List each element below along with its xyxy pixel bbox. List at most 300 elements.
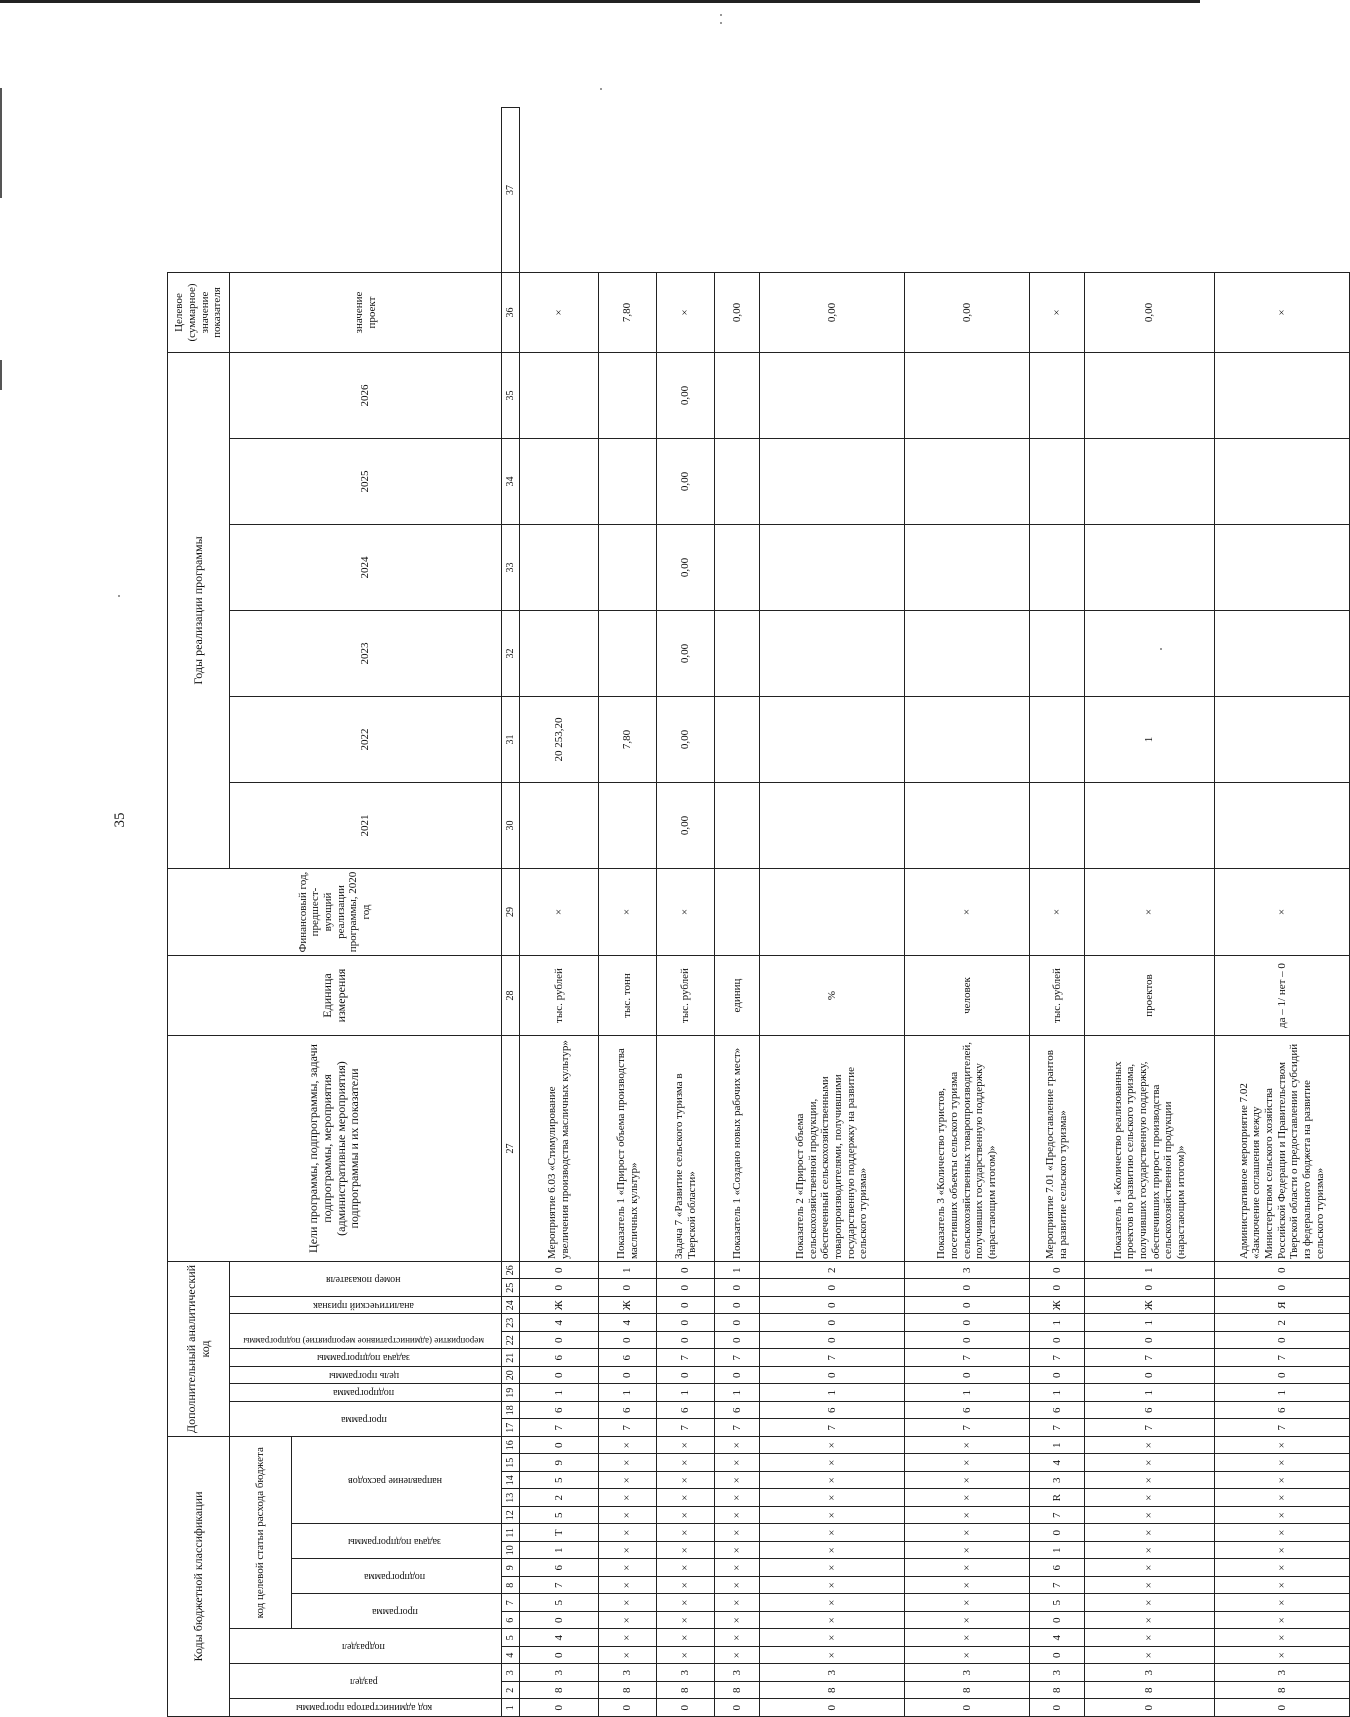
code-cell: 0 xyxy=(1030,1367,1085,1385)
code-cell: 1 xyxy=(657,1384,715,1402)
code-cell: 0 xyxy=(715,1297,760,1315)
header-podrazdel-text: подраздел xyxy=(342,1641,386,1653)
column-number: 28 xyxy=(502,956,520,1036)
row-year-value xyxy=(1085,783,1215,869)
code-cell: 0 xyxy=(1030,1612,1085,1630)
code-cell: 1 xyxy=(715,1262,760,1280)
page-number: 35 xyxy=(112,812,128,828)
header-admin-code xyxy=(230,1699,502,1717)
row-base-year-value: × xyxy=(1085,869,1215,956)
code-cell: 8 xyxy=(520,1682,599,1700)
row-year-value xyxy=(1085,525,1215,611)
column-number: 16 xyxy=(502,1437,520,1455)
code-cell: × xyxy=(599,1472,657,1490)
column-number: 37 xyxy=(502,108,520,273)
code-cell: × xyxy=(657,1629,715,1647)
code-cell: 6 xyxy=(657,1402,715,1420)
code-cell: 0 xyxy=(599,1367,657,1385)
row-year-value xyxy=(1085,353,1215,439)
code-cell: × xyxy=(657,1647,715,1665)
header-years-impl: Годы реализации программы xyxy=(168,353,230,869)
code-cell: 7 xyxy=(1030,1577,1085,1595)
row-year-value xyxy=(760,525,905,611)
code-cell: 0 xyxy=(520,1437,599,1455)
code-cell: × xyxy=(657,1577,715,1595)
header-target-code: код целевой статьи расхода бюджета xyxy=(230,1437,292,1630)
code-cell: × xyxy=(715,1507,760,1525)
column-number: 20 xyxy=(502,1367,520,1385)
code-cell: 1 xyxy=(1030,1437,1085,1455)
code-cell: × xyxy=(599,1629,657,1647)
code-cell: × xyxy=(599,1594,657,1612)
row-unit: тыс. рублей xyxy=(657,956,715,1036)
row-year-value: 0,00 xyxy=(657,783,715,869)
column-number: 36 xyxy=(502,273,520,353)
row-year-value xyxy=(599,783,657,869)
header-analytic-code: Дополнительный аналитический код xyxy=(168,1262,230,1437)
row-base-year-value: × xyxy=(599,869,657,956)
column-number: 6 xyxy=(502,1612,520,1630)
code-cell: 0 xyxy=(905,1297,1030,1315)
code-cell: × xyxy=(905,1577,1030,1595)
code-cell: 6 xyxy=(520,1349,599,1367)
code-cell: 7 xyxy=(1085,1349,1215,1367)
code-cell: × xyxy=(1215,1629,1350,1647)
code-cell: × xyxy=(1085,1472,1215,1490)
code-cell: 1 xyxy=(905,1384,1030,1402)
code-cell: 1 xyxy=(1030,1314,1085,1332)
column-number: 5 xyxy=(502,1629,520,1647)
row-year-value xyxy=(905,353,1030,439)
column-number: 7 xyxy=(502,1594,520,1612)
code-cell: × xyxy=(905,1454,1030,1472)
row-base-year-value: × xyxy=(657,869,715,956)
code-cell: × xyxy=(715,1612,760,1630)
code-cell: 6 xyxy=(1215,1402,1350,1420)
code-cell: 0 xyxy=(760,1332,905,1350)
code-cell: × xyxy=(1215,1437,1350,1455)
column-number: 35 xyxy=(502,353,520,439)
row-year-value xyxy=(599,439,657,525)
code-cell: × xyxy=(715,1577,760,1595)
header-year-2024: 2024 xyxy=(230,525,502,611)
code-cell: 8 xyxy=(715,1682,760,1700)
code-cell: 7 xyxy=(715,1349,760,1367)
row-year-value xyxy=(1215,783,1350,869)
code-cell: × xyxy=(905,1559,1030,1577)
code-cell: 0 xyxy=(1085,1279,1215,1297)
header-an-event-line1: мероприятие (административное мероприятие) подпрограммы xyxy=(243,1336,485,1347)
code-cell: 1 xyxy=(1215,1384,1350,1402)
row-description: Мероприятие 7.01 «Предоставление грантов на развитие сельского туризма» xyxy=(1030,1036,1085,1262)
header-year-2023: 2023 xyxy=(230,611,502,697)
code-cell: × xyxy=(1215,1454,1350,1472)
header-target-value-sub: значение проект xyxy=(230,273,502,353)
code-cell: 0 xyxy=(520,1262,599,1280)
header-sub-task xyxy=(292,1524,502,1559)
row-target-value: 0,00 xyxy=(1085,273,1215,353)
code-cell: 0 xyxy=(1215,1279,1350,1297)
column-number: 34 xyxy=(502,439,520,525)
row-year-value xyxy=(715,439,760,525)
header-direction-text: направление расходов xyxy=(347,1475,442,1486)
row-unit: % xyxy=(760,956,905,1036)
code-cell: 4 xyxy=(520,1314,599,1332)
row-year-value xyxy=(599,353,657,439)
header-goals: Цели программы, подпрограммы, задачи подпрограммы, мероприятия (административные мероприятия) подпрограммы и их показатели xyxy=(168,1036,502,1262)
table-row xyxy=(1030,108,1085,1717)
header-direction xyxy=(292,1437,502,1525)
table-row xyxy=(905,108,1030,1717)
code-cell: 3 xyxy=(1030,1664,1085,1682)
row-year-value xyxy=(760,611,905,697)
code-cell: 0 xyxy=(599,1279,657,1297)
column-number: 32 xyxy=(502,611,520,697)
code-cell: 7 xyxy=(1030,1419,1085,1437)
row-description: Показатель 3 «Количество туристов, посетивших объекты сельского туризма сельскохозяйственных товаропроизводителей, получивших государственную поддержку (нарастающим итогом)» xyxy=(905,1036,1030,1262)
code-cell: 0 xyxy=(760,1699,905,1717)
code-cell: 3 xyxy=(520,1664,599,1682)
row-base-year-value: × xyxy=(905,869,1030,956)
row-year-value: 20 253,20 xyxy=(520,697,599,783)
code-cell: 1 xyxy=(1085,1384,1215,1402)
column-number: 31 xyxy=(502,697,520,783)
code-cell: 0 xyxy=(520,1612,599,1630)
row-year-value xyxy=(760,697,905,783)
column-number: 19 xyxy=(502,1384,520,1402)
code-cell: 7 xyxy=(1215,1419,1350,1437)
code-cell: × xyxy=(1085,1559,1215,1577)
code-cell: 7 xyxy=(905,1349,1030,1367)
row-description: Мероприятие 6.03 «Стимулирование увеличения производства масличных культур» xyxy=(520,1036,599,1262)
code-cell: 8 xyxy=(760,1682,905,1700)
column-number: 2 xyxy=(502,1682,520,1700)
code-cell: 0 xyxy=(657,1314,715,1332)
code-cell: 3 xyxy=(760,1664,905,1682)
code-cell: 0 xyxy=(760,1367,905,1385)
code-cell: 0 xyxy=(657,1699,715,1717)
code-cell: 3 xyxy=(657,1664,715,1682)
header-an-goal xyxy=(230,1367,502,1385)
code-cell: 0 xyxy=(1030,1279,1085,1297)
code-cell: 3 xyxy=(1030,1472,1085,1490)
row-unit: да – 1/ нет – 0 xyxy=(1215,956,1350,1036)
row-year-value xyxy=(1215,611,1350,697)
code-cell: 0 xyxy=(1215,1332,1350,1350)
header-podrazdel xyxy=(230,1629,502,1664)
row-year-value xyxy=(715,697,760,783)
code-cell: × xyxy=(599,1542,657,1560)
code-cell: × xyxy=(905,1647,1030,1665)
code-cell: 6 xyxy=(1030,1402,1085,1420)
code-cell: × xyxy=(760,1612,905,1630)
row-year-value: 0,00 xyxy=(657,525,715,611)
code-cell: 0 xyxy=(520,1699,599,1717)
code-cell: × xyxy=(760,1629,905,1647)
code-cell: 0 xyxy=(1030,1262,1085,1280)
code-cell: × xyxy=(1085,1454,1215,1472)
row-year-value xyxy=(1085,611,1215,697)
code-cell: 0 xyxy=(1030,1699,1085,1717)
code-cell: 0 xyxy=(520,1647,599,1665)
program-table xyxy=(167,107,1350,1717)
code-cell: 2 xyxy=(520,1489,599,1507)
code-cell: 7 xyxy=(1085,1419,1215,1437)
row-year-value: 7,80 xyxy=(599,697,657,783)
column-number: 26 xyxy=(502,1262,520,1280)
code-cell: 0 xyxy=(1030,1332,1085,1350)
row-year-value xyxy=(715,783,760,869)
header-program xyxy=(292,1594,502,1629)
code-cell: × xyxy=(1085,1577,1215,1595)
column-number: 24 xyxy=(502,1297,520,1315)
code-cell: 3 xyxy=(599,1664,657,1682)
code-cell: 0 xyxy=(1215,1367,1350,1385)
row-year-value xyxy=(1030,439,1085,525)
code-cell: × xyxy=(715,1454,760,1472)
row-description: Административное мероприятие 7.02 «Заключение соглашения между Министерством сельского хозяйства Российской Федерации и Правительством Тверской области о предоставлении субсидий из федерального бюджета на развитие сельского туризма» xyxy=(1215,1036,1350,1262)
code-cell: × xyxy=(905,1472,1030,1490)
code-cell: 0 xyxy=(1215,1262,1350,1280)
code-cell: Ж xyxy=(520,1297,599,1315)
code-cell: × xyxy=(599,1437,657,1455)
header-an-goal-text: цель программы xyxy=(328,1370,399,1381)
code-cell: 3 xyxy=(905,1664,1030,1682)
code-cell: 0 xyxy=(1215,1699,1350,1717)
code-cell: × xyxy=(1215,1472,1350,1490)
column-number: 9 xyxy=(502,1559,520,1577)
row-target-value: 0,00 xyxy=(905,273,1030,353)
row-base-year-value: × xyxy=(1215,869,1350,956)
code-cell: 0 xyxy=(715,1699,760,1717)
code-cell: 0 xyxy=(760,1297,905,1315)
code-cell: × xyxy=(657,1612,715,1630)
code-cell: 5 xyxy=(520,1594,599,1612)
column-number: 1 xyxy=(502,1699,520,1717)
code-cell: × xyxy=(1085,1489,1215,1507)
code-cell: 0 xyxy=(520,1332,599,1350)
header-subprogram xyxy=(292,1559,502,1594)
code-cell: × xyxy=(657,1472,715,1490)
code-cell: × xyxy=(760,1577,905,1595)
code-cell: × xyxy=(657,1524,715,1542)
code-cell: × xyxy=(905,1489,1030,1507)
code-cell: × xyxy=(760,1454,905,1472)
code-cell: 8 xyxy=(599,1682,657,1700)
row-year-value xyxy=(760,353,905,439)
code-cell: 9 xyxy=(520,1454,599,1472)
code-cell: 7 xyxy=(1215,1349,1350,1367)
code-cell: × xyxy=(905,1437,1030,1455)
row-target-value: 0,00 xyxy=(760,273,905,353)
table-row xyxy=(657,108,715,1717)
code-cell: × xyxy=(715,1647,760,1665)
code-cell: × xyxy=(715,1542,760,1560)
code-cell: × xyxy=(599,1454,657,1472)
row-year-value xyxy=(1215,439,1350,525)
code-cell: × xyxy=(599,1559,657,1577)
code-cell: × xyxy=(760,1489,905,1507)
code-cell: × xyxy=(657,1542,715,1560)
column-number: 33 xyxy=(502,525,520,611)
column-number: 10 xyxy=(502,1542,520,1560)
code-cell: × xyxy=(760,1437,905,1455)
code-cell: × xyxy=(1085,1524,1215,1542)
code-cell: × xyxy=(1215,1612,1350,1630)
code-cell: 6 xyxy=(520,1402,599,1420)
code-cell: × xyxy=(760,1559,905,1577)
code-cell: 5 xyxy=(520,1507,599,1525)
code-cell: 0 xyxy=(905,1332,1030,1350)
header-razdel xyxy=(230,1664,502,1699)
code-cell: 4 xyxy=(1030,1454,1085,1472)
code-cell: × xyxy=(599,1612,657,1630)
header-target-value: Целевое (суммарное) значение показателя xyxy=(168,273,230,353)
row-base-year-value xyxy=(760,869,905,956)
code-cell: 7 xyxy=(760,1419,905,1437)
row-year-value xyxy=(905,525,1030,611)
code-cell: × xyxy=(715,1489,760,1507)
code-cell: × xyxy=(657,1559,715,1577)
row-base-year-value: × xyxy=(1030,869,1085,956)
row-target-value: × xyxy=(657,273,715,353)
row-year-value xyxy=(599,611,657,697)
code-cell: × xyxy=(1085,1629,1215,1647)
header-year-2022: 2022 xyxy=(230,697,502,783)
header-an-indicator xyxy=(230,1262,502,1297)
row-year-value xyxy=(1030,783,1085,869)
row-target-value: × xyxy=(520,273,599,353)
row-year-value: 0,00 xyxy=(657,611,715,697)
row-year-value xyxy=(905,697,1030,783)
row-description: Задача 7 «Развитие сельского туризма в Тверской области» xyxy=(657,1036,715,1262)
code-cell: Я xyxy=(1215,1297,1350,1315)
header-an-indicator-text: номер показателя xyxy=(326,1273,401,1285)
row-target-value: 7,80 xyxy=(599,273,657,353)
scan-border-top xyxy=(0,0,1200,3)
row-base-year-value: × xyxy=(520,869,599,956)
header-fin-year: Финансовый год, предшест-вующий реализации программы, 2020 год xyxy=(168,869,502,956)
code-cell: 6 xyxy=(1030,1559,1085,1577)
code-cell: Ж xyxy=(1085,1297,1215,1315)
column-number: 30 xyxy=(502,783,520,869)
row-year-value: 0,00 xyxy=(657,439,715,525)
scan-speck xyxy=(600,88,602,90)
code-cell: 8 xyxy=(1215,1682,1350,1700)
code-cell: 0 xyxy=(657,1367,715,1385)
code-cell: Ж xyxy=(599,1297,657,1315)
code-cell: 6 xyxy=(1085,1402,1215,1420)
column-number: 21 xyxy=(502,1349,520,1367)
row-year-value xyxy=(760,783,905,869)
code-cell: 2 xyxy=(760,1262,905,1280)
header-year-2026: 2026 xyxy=(230,353,502,439)
header-an-sign-text: аналитический признак xyxy=(313,1300,415,1311)
row-year-value xyxy=(905,611,1030,697)
code-cell: 4 xyxy=(599,1314,657,1332)
header-year-2021: 2021 xyxy=(230,783,502,869)
code-cell: 7 xyxy=(599,1419,657,1437)
table-row xyxy=(1215,108,1350,1717)
code-cell: × xyxy=(760,1472,905,1490)
scan-mark-left xyxy=(0,360,2,390)
code-cell: 8 xyxy=(657,1682,715,1700)
scan-speck xyxy=(118,595,120,597)
code-cell: 1 xyxy=(1030,1384,1085,1402)
row-unit: проектов xyxy=(1085,956,1215,1036)
code-cell: × xyxy=(905,1542,1030,1560)
row-year-value xyxy=(715,525,760,611)
code-cell: 7 xyxy=(657,1419,715,1437)
code-cell: × xyxy=(905,1629,1030,1647)
code-cell: × xyxy=(760,1542,905,1560)
column-number-row xyxy=(502,108,520,1717)
code-cell: 1 xyxy=(715,1384,760,1402)
code-cell: 5 xyxy=(1030,1594,1085,1612)
code-cell: R xyxy=(1030,1489,1085,1507)
header-year-2025: 2025 xyxy=(230,439,502,525)
code-cell: × xyxy=(1085,1647,1215,1665)
code-cell: 6 xyxy=(905,1402,1030,1420)
header-subprogram-text: подпрограмма xyxy=(364,1571,426,1583)
column-number: 29 xyxy=(502,869,520,956)
row-year-value xyxy=(520,611,599,697)
rotated-table-container xyxy=(167,107,1326,1717)
code-cell: 2 xyxy=(1215,1314,1350,1332)
header-an-subprogram xyxy=(230,1384,502,1402)
row-year-value xyxy=(1030,525,1085,611)
code-cell: × xyxy=(715,1629,760,1647)
column-number: 22 xyxy=(502,1332,520,1350)
row-year-value xyxy=(1030,353,1085,439)
column-number: 11 xyxy=(502,1524,520,1542)
code-cell: 6 xyxy=(599,1349,657,1367)
code-cell: × xyxy=(657,1437,715,1455)
code-cell: × xyxy=(1085,1507,1215,1525)
header-an-program-text: программа xyxy=(340,1413,387,1425)
header-an-task xyxy=(230,1349,502,1367)
code-cell: 7 xyxy=(520,1419,599,1437)
code-cell: 7 xyxy=(905,1419,1030,1437)
column-number: 8 xyxy=(502,1577,520,1595)
code-cell: 7 xyxy=(715,1419,760,1437)
code-cell: 0 xyxy=(715,1314,760,1332)
code-cell: × xyxy=(657,1454,715,1472)
code-cell: 0 xyxy=(760,1279,905,1297)
code-cell: × xyxy=(715,1559,760,1577)
code-cell: 0 xyxy=(905,1367,1030,1385)
row-year-value xyxy=(715,611,760,697)
scan-border-left xyxy=(0,88,2,198)
code-cell: Ж xyxy=(1030,1297,1085,1315)
code-cell: 1 xyxy=(520,1542,599,1560)
code-cell: × xyxy=(1215,1507,1350,1525)
code-cell: × xyxy=(1085,1594,1215,1612)
code-cell: 7 xyxy=(520,1577,599,1595)
code-cell: Т xyxy=(520,1524,599,1542)
code-cell: 0 xyxy=(1030,1647,1085,1665)
code-cell: 0 xyxy=(599,1332,657,1350)
code-cell: × xyxy=(1085,1612,1215,1630)
code-cell: × xyxy=(760,1594,905,1612)
code-cell: 0 xyxy=(1085,1367,1215,1385)
code-cell: 5 xyxy=(520,1472,599,1490)
code-cell: 1 xyxy=(1030,1542,1085,1560)
row-year-value xyxy=(520,353,599,439)
row-year-value xyxy=(599,525,657,611)
code-cell: × xyxy=(905,1612,1030,1630)
code-cell: 1 xyxy=(599,1262,657,1280)
